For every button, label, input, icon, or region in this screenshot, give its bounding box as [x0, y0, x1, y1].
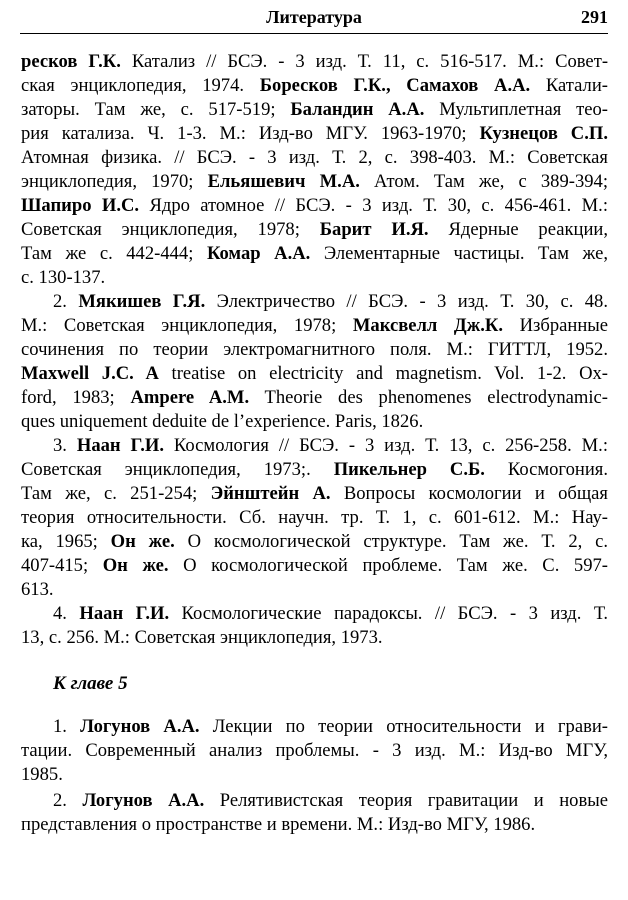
citation-text: Советская энциклопедия, 1978;: [21, 219, 320, 240]
citation-text: Космология // БСЭ. - 3 изд. Т. 13, с. 256-258. М.:: [164, 435, 608, 456]
citation-text: Космогония.: [484, 459, 608, 480]
author-name: Он же.: [102, 555, 169, 576]
text-line: [21, 98, 608, 122]
author-name: Ampere A.M.: [130, 387, 250, 408]
citation-text: 13, с. 256. М.: Советская энциклопедия, 1973.: [21, 627, 383, 648]
citation-text: Релятивистская теория гравитации и новые: [204, 790, 608, 811]
citation-text: Вопросы космологии и общая: [330, 483, 608, 504]
author-name: Пикельнер С.Б.: [333, 459, 485, 480]
text-line: [53, 789, 608, 813]
text-line: [21, 506, 608, 530]
citation-text: 613.: [21, 579, 54, 600]
citation-text: представления о пространстве и времени. М.: Изд-во МГУ, 1986.: [21, 814, 536, 835]
text-line: [21, 482, 608, 506]
author-name: Шапиро И.С.: [21, 195, 140, 216]
author-name: Кузнецов С.П.: [479, 123, 608, 144]
citation-text: treatise on electricity and magnetism. Vol. 1-2. Ox-: [158, 363, 608, 384]
text-line: [53, 434, 608, 458]
citation-text: Там же с. 442-444;: [21, 243, 207, 264]
citation-text: Космологические парадоксы. // БСЭ. - 3 изд. Т.: [169, 603, 608, 624]
text-line: [21, 626, 608, 650]
citation-text: Атом. Там же, с 389-394;: [359, 171, 609, 192]
text-line: [21, 338, 608, 362]
author-name: Баландин А.А.: [290, 99, 425, 120]
text-line: [21, 266, 608, 290]
header-rule: [20, 33, 608, 34]
citation-text: теория относительности. Сб. научн. тр. Т. 1, с. 601-612. М.: Нау-: [21, 507, 608, 528]
author-name: Барит И.Я.: [319, 219, 429, 240]
citation-text: Там же, с. 251-254;: [21, 483, 211, 504]
text-line: [21, 170, 608, 194]
citation-text: сочинения по теории электромагнитного поля. М.: ГИТТЛ, 1952.: [21, 339, 608, 360]
text-line: [21, 578, 608, 602]
author-name: ресков Г.К.: [21, 51, 121, 72]
text-line: [53, 290, 608, 314]
citation-text: 2.: [53, 790, 83, 811]
text-line: [21, 74, 608, 98]
citation-text: Советская энциклопедия, 1973;.: [21, 459, 334, 480]
author-name: Логунов А.А.: [80, 716, 200, 737]
citation-text: 407-415;: [21, 555, 103, 576]
running-title: Литература: [266, 7, 362, 27]
text-line: [21, 763, 608, 787]
citation-text: 3.: [53, 435, 77, 456]
author-name: Ельяшевич М.А.: [207, 171, 360, 192]
author-name: Комар А.А.: [206, 243, 311, 264]
citation-text: ская энциклопедия, 1974.: [21, 75, 260, 96]
author-name: Логунов А.А.: [82, 790, 205, 811]
text-line: [21, 410, 608, 434]
citation-text: Катали-: [530, 75, 608, 96]
citation-text: заторы. Там же, с. 517-519;: [21, 99, 291, 120]
text-line: [21, 122, 608, 146]
page-number: 291: [581, 7, 608, 27]
text-line: [21, 739, 608, 763]
citation-text: ques uniquement deduite de l’experience. Paris, 1826.: [21, 411, 424, 432]
text-line: [21, 813, 608, 837]
text-line: [21, 362, 608, 386]
citation-text: 1.: [53, 716, 81, 737]
citation-text: Ядерные реакции,: [428, 219, 608, 240]
text-line: [21, 50, 608, 74]
author-name: Наан Г.И.: [79, 603, 170, 624]
citation-text: М.: Советская энциклопедия, 1978;: [21, 315, 353, 336]
citation-text: Атомная физика. // БСЭ. - 3 изд. Т. 2, с. 398-403. М.: Советская: [21, 147, 608, 168]
citation-text: ford, 1983;: [21, 387, 131, 408]
text-line: [21, 386, 608, 410]
author-name: Мякишев Г.Я.: [78, 291, 206, 312]
text-line: [21, 314, 608, 338]
citation-text: 1985.: [21, 764, 63, 785]
text-line: [53, 602, 608, 626]
text-line: [21, 242, 608, 266]
text-line: [21, 194, 608, 218]
citation-text: тации. Современный анализ проблемы. - 3 изд. М.: Изд-во МГУ,: [21, 740, 608, 761]
citation-text: Элементарные частицы. Там же,: [310, 243, 608, 264]
citation-text: энциклопедия, 1970;: [21, 171, 208, 192]
citation-text: Лекции по теории относительности и грави-: [199, 716, 608, 737]
running-header: [20, 6, 608, 28]
citation-text: Электричество // БСЭ. - 3 изд. Т. 30, с. 48.: [205, 291, 609, 312]
author-name: Он же.: [110, 531, 175, 552]
text-line: [53, 715, 608, 739]
citation-text: с. 130-137.: [21, 267, 106, 288]
author-name: Максвелл Дж.К.: [352, 315, 503, 336]
citation-text: рия катализа. Ч. 1-3. М.: Изд-во МГУ. 1963-1970;: [21, 123, 480, 144]
author-name: Эйнштейн А.: [210, 483, 331, 504]
text-line: [21, 146, 608, 170]
citation-text: Theorie des phenomenes electrodynamic-: [249, 387, 608, 408]
author-name: Maxwell J.C. A: [21, 363, 159, 384]
text-line: [21, 554, 608, 578]
citation-text: Катализ // БСЭ. - 3 изд. Т. 11, с. 516-517. М.: Совет-: [120, 51, 609, 72]
author-name: Наан Г.И.: [76, 435, 165, 456]
citation-text: О космологической структуре. Там же. Т. 2, с.: [174, 531, 608, 552]
text-line: [21, 218, 608, 242]
citation-text: Ядро атомное // БСЭ. - 3 изд. Т. 30, с. 456-461. М.:: [139, 195, 608, 216]
section-heading: К главе 5: [53, 673, 128, 694]
citation-text: ка, 1965;: [21, 531, 111, 552]
citation-text: О космологической проблеме. Там же. С. 597-: [168, 555, 608, 576]
text-line: [21, 530, 608, 554]
citation-text: 2.: [53, 291, 79, 312]
citation-text: Избранные: [503, 315, 609, 336]
author-name: Боресков Г.К., Самахов А.А.: [259, 75, 531, 96]
citation-text: 4.: [53, 603, 80, 624]
citation-text: Мультиплетная тео-: [424, 99, 609, 120]
text-line: [21, 458, 608, 482]
